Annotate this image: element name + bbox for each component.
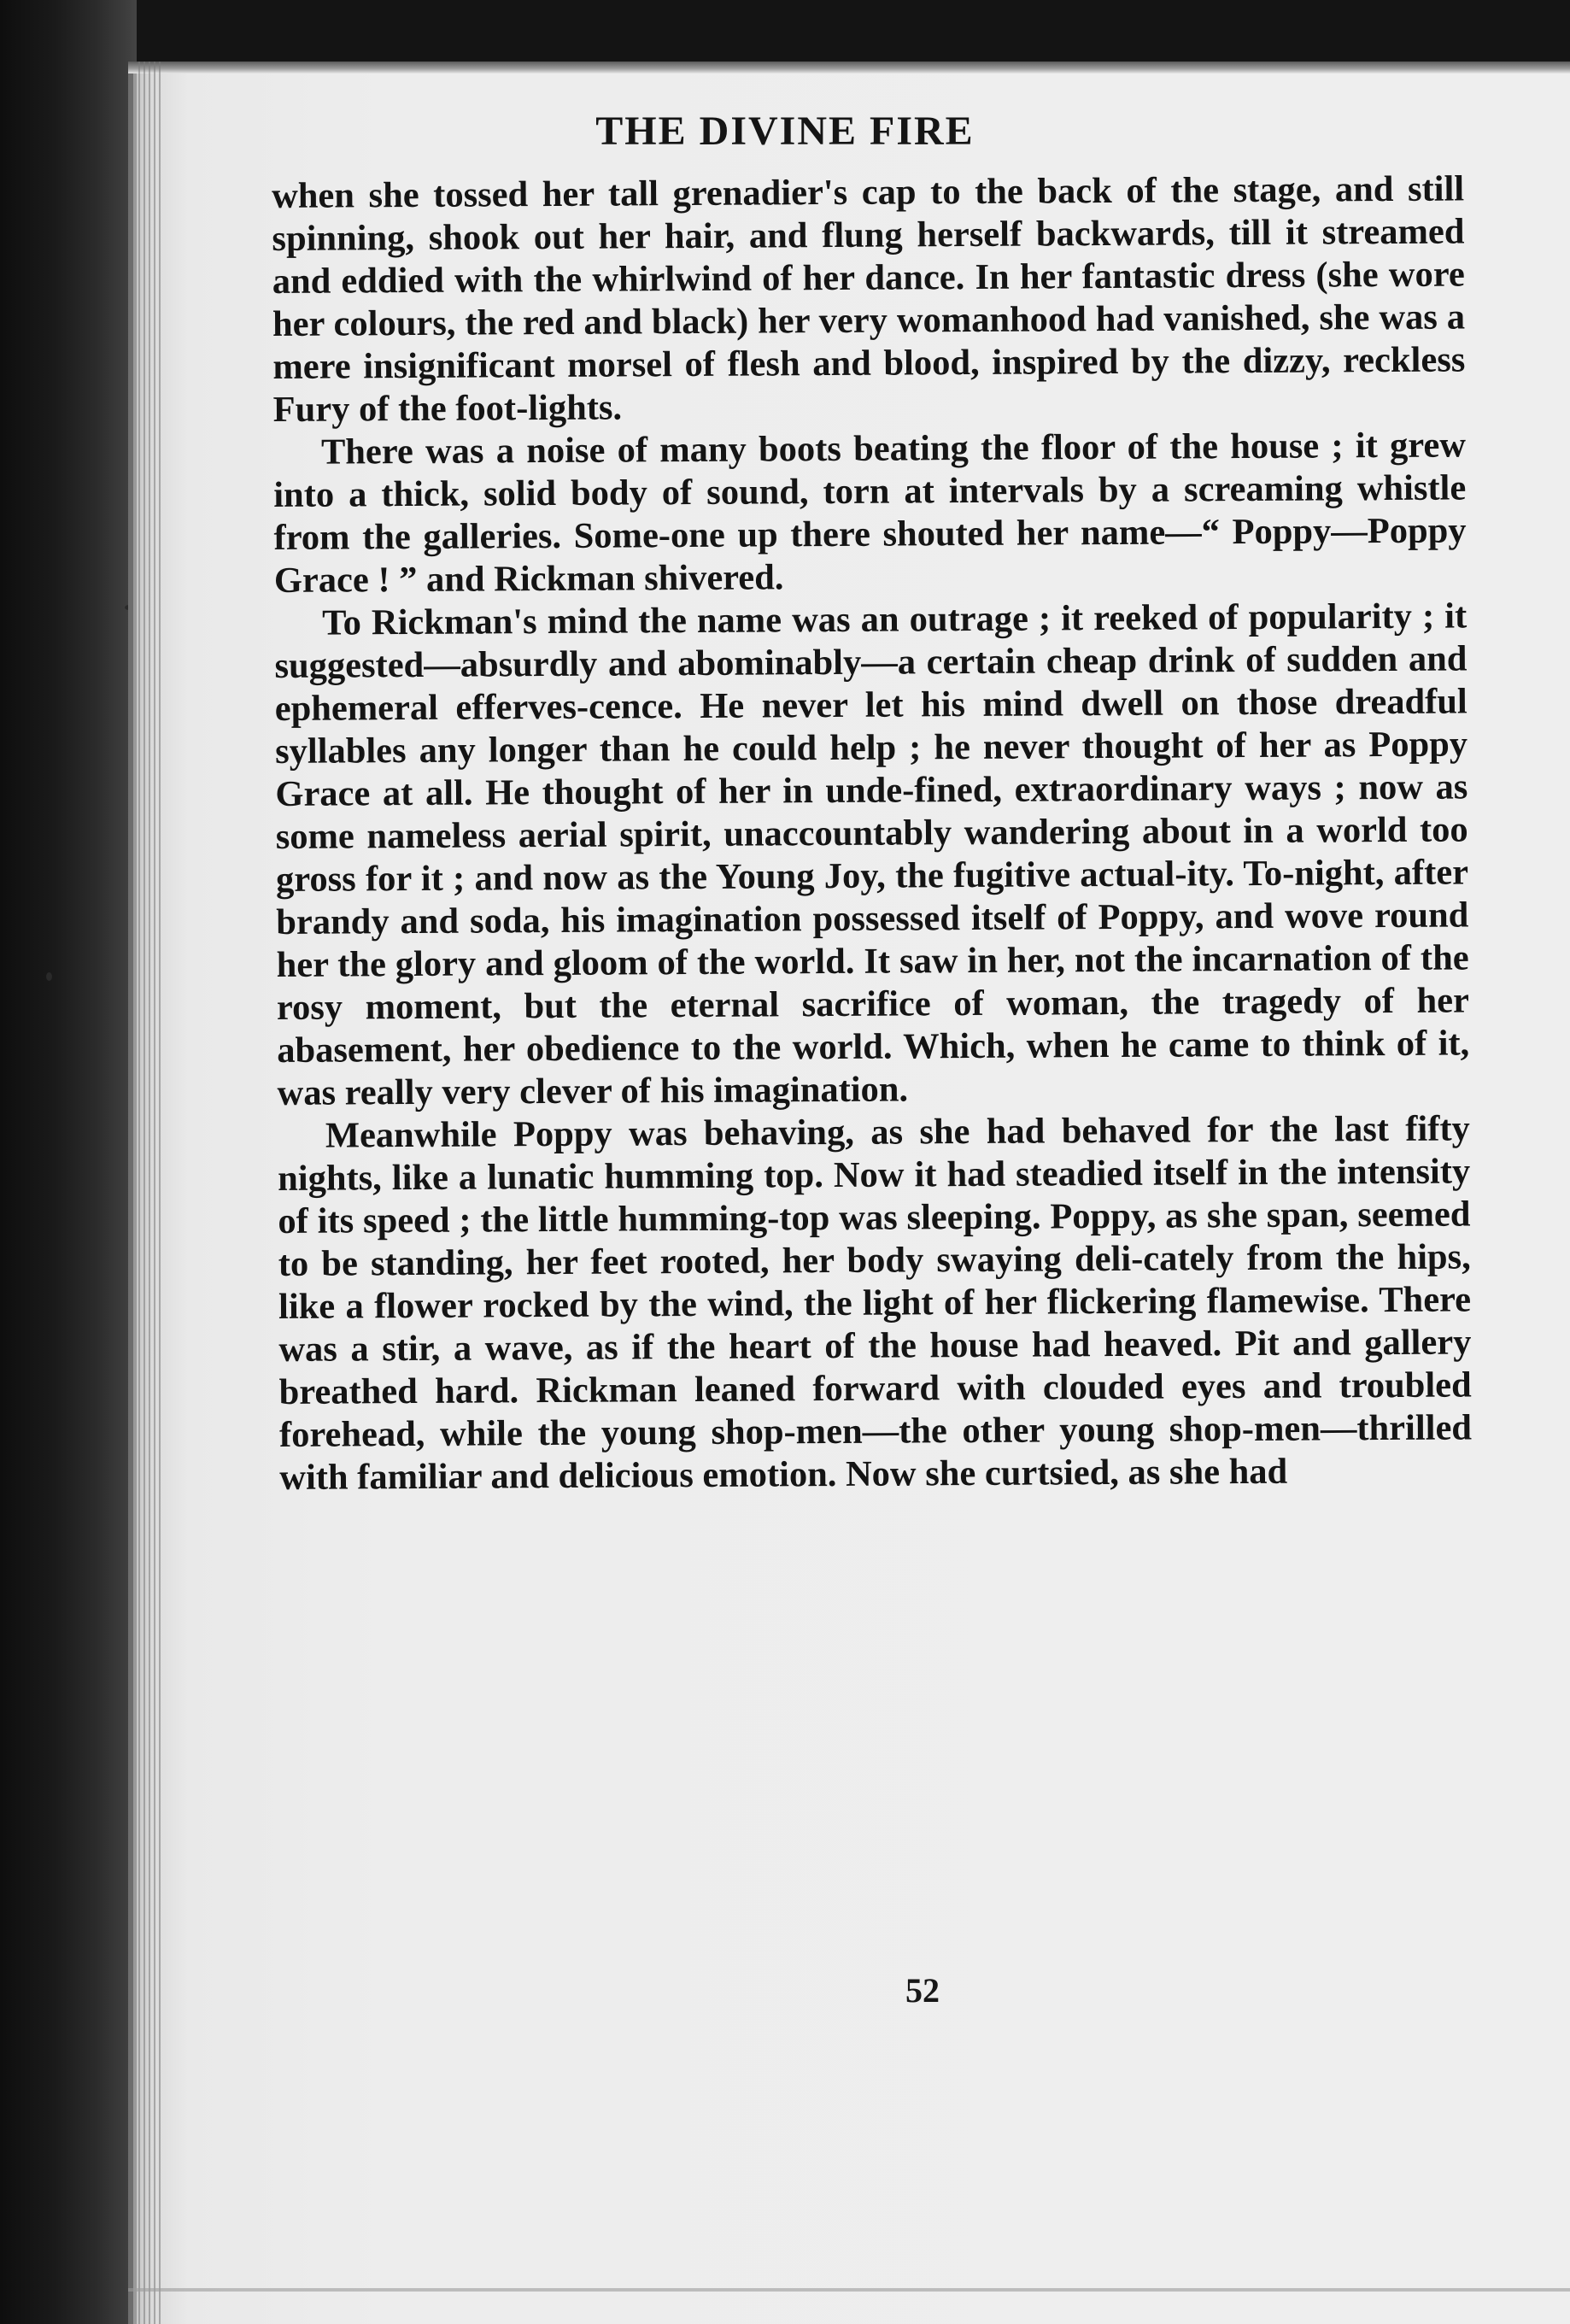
paragraph: There was a noise of many boots beating the floor of the house ; it grew into a thick, solid body of sound, torn at intervals by a screaming whistle from the galleries. Some-one up there shouted her name—“ Poppy—Poppy Grace ! ” and Rickman shivered. bbox=[273, 425, 1467, 601]
running-head: THE DIVINE FIRE bbox=[595, 109, 975, 154]
page-gutter-lines bbox=[138, 62, 162, 2324]
book-spine-shadow bbox=[0, 0, 137, 2324]
paragraph: when she tossed her tall grenadier's cap to the back of the stage, and still spinning, shook out her hair, and flung herself backwards, till it streamed and eddied with the whirlwind of her dance. In her fantastic dress (she wore her colours, the red and black) her very womanhood had vanished, she was a mere insignificant morsel of flesh and blood, inspired by the dizzy, reckless Fury of the foot-lights. bbox=[272, 168, 1466, 430]
page-bottom-edge bbox=[128, 2288, 1570, 2292]
paragraph: To Rickman's mind the name was an outrage ; it reeked of popularity ; it suggested—absurdly and abominably—a certain cheap drink of sudden and ephemeral efferves-cence. He never let his mind dwell on those dreadful syllables any longer than he could help ; he never thought of her as Poppy Grace at all. He thought of her in unde-fined, extraordinary ways ; now as some nameless aerial spirit, unaccountably wandering about in a world too gross for it ; and now as the Young Joy, the fugitive actual-ity. To-night, after brandy and soda, his imagination possessed itself of Poppy, and wove round her the glory and gloom of the world. It saw in her, not the incarnation of the rosy moment, but the eternal sacrifice of woman, the tragedy of her abasement, her obedience to the world. Which, when he came to think of it, was really very clever of his imagination. bbox=[274, 596, 1470, 1113]
dust-speck bbox=[46, 972, 52, 981]
paragraph: Meanwhile Poppy was behaving, as she had behaved for the last fifty nights, like a lunatic humming top. Now it had steadied itself in the intensity of its speed ; the little humming-top was sleeping. Poppy, as she span, seemed to be standing, her feet rooted, her body swaying deli-cately from the hips, like a flower rocked by the wind, the light of her flickering flamewise. There was a stir, a wave, as if the heart of the house had heaved. Pit and gallery breathed hard. Rickman leaned forward with clouded eyes and troubled forehead, while the young shop-men—the other young shop-men—thrilled with familiar and delicious emotion. Now she curtsied, as she had bbox=[278, 1108, 1473, 1498]
page-top-edge bbox=[128, 62, 1570, 73]
body-text bbox=[272, 167, 1472, 1499]
page-number: 52 bbox=[905, 1971, 940, 2010]
